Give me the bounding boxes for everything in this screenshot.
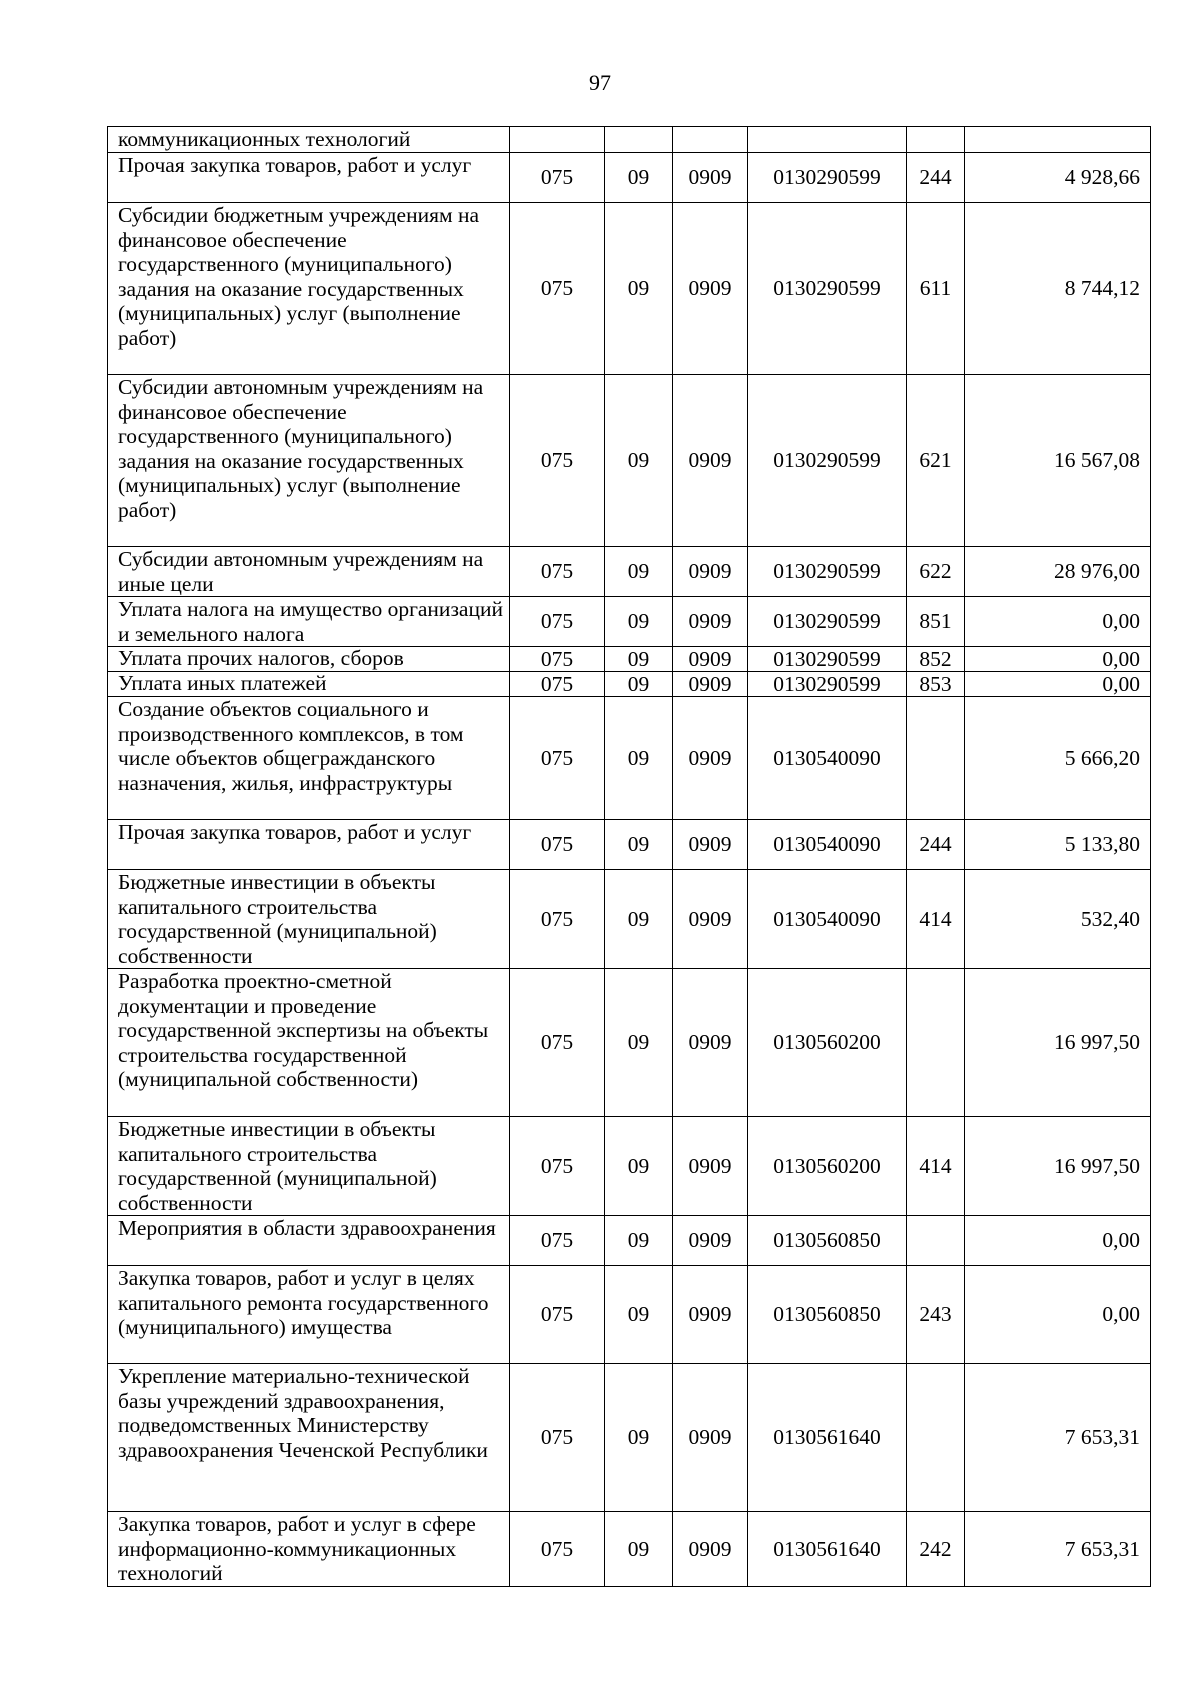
row-subsection: 0909 <box>673 597 748 647</box>
row-section: 09 <box>605 1117 673 1216</box>
row-amount <box>965 127 1151 153</box>
row-type <box>907 1216 965 1266</box>
row-amount: 4 928,66 <box>965 153 1151 203</box>
row-subsection: 0909 <box>673 1117 748 1216</box>
row-amount: 7 653,31 <box>965 1364 1151 1512</box>
page-number: 97 <box>589 70 611 95</box>
row-target: 0130290599 <box>748 597 907 647</box>
table-row <box>108 820 1151 870</box>
row-target: 0130290599 <box>748 203 907 375</box>
row-section: 09 <box>605 820 673 870</box>
row-name: Создание объектов социального и производственного комплексов, в том числе объектов общегражданского назначения, жилья, инфраструктуры <box>108 697 510 820</box>
row-admin: 075 <box>510 1512 605 1587</box>
row-amount: 0,00 <box>965 597 1151 647</box>
row-name: Уплата иных платежей <box>108 672 510 697</box>
row-target: 0130290599 <box>748 672 907 697</box>
row-amount: 0,00 <box>965 1266 1151 1364</box>
row-name: Прочая закупка товаров, работ и услуг <box>108 820 510 870</box>
row-target: 0130290599 <box>748 647 907 672</box>
row-section <box>605 127 673 153</box>
row-name: Прочая закупка товаров, работ и услуг <box>108 153 510 203</box>
row-name: Уплата налога на имущество организаций и земельного налога <box>108 597 510 647</box>
row-name: Закупка товаров, работ и услуг в сфере информационно-коммуникационных технологий <box>108 1512 510 1587</box>
row-name: Разработка проектно-сметной документации и проведение государственной экспертизы на объекты строительства государственной (муниципальной собственности) <box>108 969 510 1117</box>
row-type: 853 <box>907 672 965 697</box>
row-type: 851 <box>907 597 965 647</box>
row-subsection: 0909 <box>673 820 748 870</box>
row-section: 09 <box>605 1266 673 1364</box>
table-row <box>108 647 1151 672</box>
row-section: 09 <box>605 1364 673 1512</box>
row-type: 244 <box>907 820 965 870</box>
table-row <box>108 1364 1151 1512</box>
row-amount: 5 666,20 <box>965 697 1151 820</box>
row-admin: 075 <box>510 969 605 1117</box>
table-row <box>108 1216 1151 1266</box>
row-name: Мероприятия в области здравоохранения <box>108 1216 510 1266</box>
table-row <box>108 547 1151 597</box>
row-target: 0130561640 <box>748 1512 907 1587</box>
row-admin: 075 <box>510 870 605 969</box>
table-row <box>108 697 1151 820</box>
row-subsection: 0909 <box>673 203 748 375</box>
row-admin: 075 <box>510 1117 605 1216</box>
row-subsection: 0909 <box>673 1512 748 1587</box>
row-admin: 075 <box>510 697 605 820</box>
row-section: 09 <box>605 547 673 597</box>
row-amount: 0,00 <box>965 1216 1151 1266</box>
row-admin: 075 <box>510 547 605 597</box>
row-name: Субсидии автономным учреждениям на финансовое обеспечение государственного (муниципального) задания на оказание государственных (муниципальных) услуг (выполнение работ) <box>108 375 510 547</box>
row-target: 0130290599 <box>748 547 907 597</box>
row-target: 0130540090 <box>748 697 907 820</box>
row-target: 0130560200 <box>748 969 907 1117</box>
row-section: 09 <box>605 1512 673 1587</box>
row-type <box>907 969 965 1117</box>
row-name: Уплата прочих налогов, сборов <box>108 647 510 672</box>
row-subsection: 0909 <box>673 153 748 203</box>
table-row <box>108 969 1151 1117</box>
row-type: 243 <box>907 1266 965 1364</box>
row-subsection: 0909 <box>673 697 748 820</box>
row-subsection: 0909 <box>673 672 748 697</box>
row-subsection: 0909 <box>673 1364 748 1512</box>
row-target: 0130290599 <box>748 153 907 203</box>
row-type: 414 <box>907 870 965 969</box>
row-type: 622 <box>907 547 965 597</box>
row-target: 0130290599 <box>748 375 907 547</box>
table-row <box>108 1266 1151 1364</box>
table-row <box>108 1512 1151 1587</box>
row-admin: 075 <box>510 153 605 203</box>
row-section: 09 <box>605 969 673 1117</box>
row-section: 09 <box>605 203 673 375</box>
row-amount: 28 976,00 <box>965 547 1151 597</box>
row-target: 0130540090 <box>748 820 907 870</box>
row-amount: 8 744,12 <box>965 203 1151 375</box>
row-name: Субсидии автономным учреждениям на иные цели <box>108 547 510 597</box>
row-admin: 075 <box>510 647 605 672</box>
row-admin: 075 <box>510 1266 605 1364</box>
row-name: Бюджетные инвестиции в объекты капитального строительства государственной (муниципальной) собственности <box>108 870 510 969</box>
row-amount: 532,40 <box>965 870 1151 969</box>
row-name: Субсидии бюджетным учреждениям на финансовое обеспечение государственного (муниципального) задания на оказание государственных (муниципальных) услуг (выполнение работ) <box>108 203 510 375</box>
row-target: 0130540090 <box>748 870 907 969</box>
row-section: 09 <box>605 1216 673 1266</box>
row-subsection <box>673 127 748 153</box>
budget-table <box>107 126 1151 1587</box>
row-admin: 075 <box>510 203 605 375</box>
table-row <box>108 597 1151 647</box>
row-name: Укрепление материально-технической базы учреждений здравоохранения, подведомственных Министерству здравоохранения Чеченской Республики <box>108 1364 510 1512</box>
row-admin: 075 <box>510 820 605 870</box>
table-row <box>108 203 1151 375</box>
row-type: 244 <box>907 153 965 203</box>
table-row <box>108 375 1151 547</box>
row-subsection: 0909 <box>673 1266 748 1364</box>
row-admin: 075 <box>510 1216 605 1266</box>
row-section: 09 <box>605 697 673 820</box>
row-name: Закупка товаров, работ и услуг в целях капитального ремонта государственного (муниципального) имущества <box>108 1266 510 1364</box>
row-section: 09 <box>605 672 673 697</box>
row-target: 0130561640 <box>748 1364 907 1512</box>
row-target: 0130560850 <box>748 1216 907 1266</box>
row-subsection: 0909 <box>673 547 748 597</box>
row-type: 414 <box>907 1117 965 1216</box>
table-row <box>108 153 1151 203</box>
row-amount: 16 997,50 <box>965 969 1151 1117</box>
row-subsection: 0909 <box>673 375 748 547</box>
row-target: 0130560850 <box>748 1266 907 1364</box>
row-section: 09 <box>605 870 673 969</box>
row-type <box>907 127 965 153</box>
row-type: 242 <box>907 1512 965 1587</box>
row-section: 09 <box>605 647 673 672</box>
row-admin: 075 <box>510 375 605 547</box>
row-amount: 0,00 <box>965 647 1151 672</box>
row-type: 852 <box>907 647 965 672</box>
table-row <box>108 672 1151 697</box>
row-section: 09 <box>605 597 673 647</box>
row-amount: 16 567,08 <box>965 375 1151 547</box>
row-subsection: 0909 <box>673 969 748 1117</box>
row-amount: 7 653,31 <box>965 1512 1151 1587</box>
row-type <box>907 1364 965 1512</box>
row-name: Бюджетные инвестиции в объекты капитального строительства государственной (муниципальной) собственности <box>108 1117 510 1216</box>
row-section: 09 <box>605 375 673 547</box>
table-row <box>108 127 1151 153</box>
row-admin: 075 <box>510 672 605 697</box>
table-row <box>108 870 1151 969</box>
row-type <box>907 697 965 820</box>
row-admin: 075 <box>510 597 605 647</box>
row-type: 621 <box>907 375 965 547</box>
row-name: коммуникационных технологий <box>108 127 510 153</box>
row-amount: 5 133,80 <box>965 820 1151 870</box>
row-admin <box>510 127 605 153</box>
row-admin: 075 <box>510 1364 605 1512</box>
row-amount: 16 997,50 <box>965 1117 1151 1216</box>
row-subsection: 0909 <box>673 870 748 969</box>
row-subsection: 0909 <box>673 647 748 672</box>
row-subsection: 0909 <box>673 1216 748 1266</box>
row-type: 611 <box>907 203 965 375</box>
row-target: 0130560200 <box>748 1117 907 1216</box>
table-row <box>108 1117 1151 1216</box>
row-target <box>748 127 907 153</box>
row-amount: 0,00 <box>965 672 1151 697</box>
row-section: 09 <box>605 153 673 203</box>
